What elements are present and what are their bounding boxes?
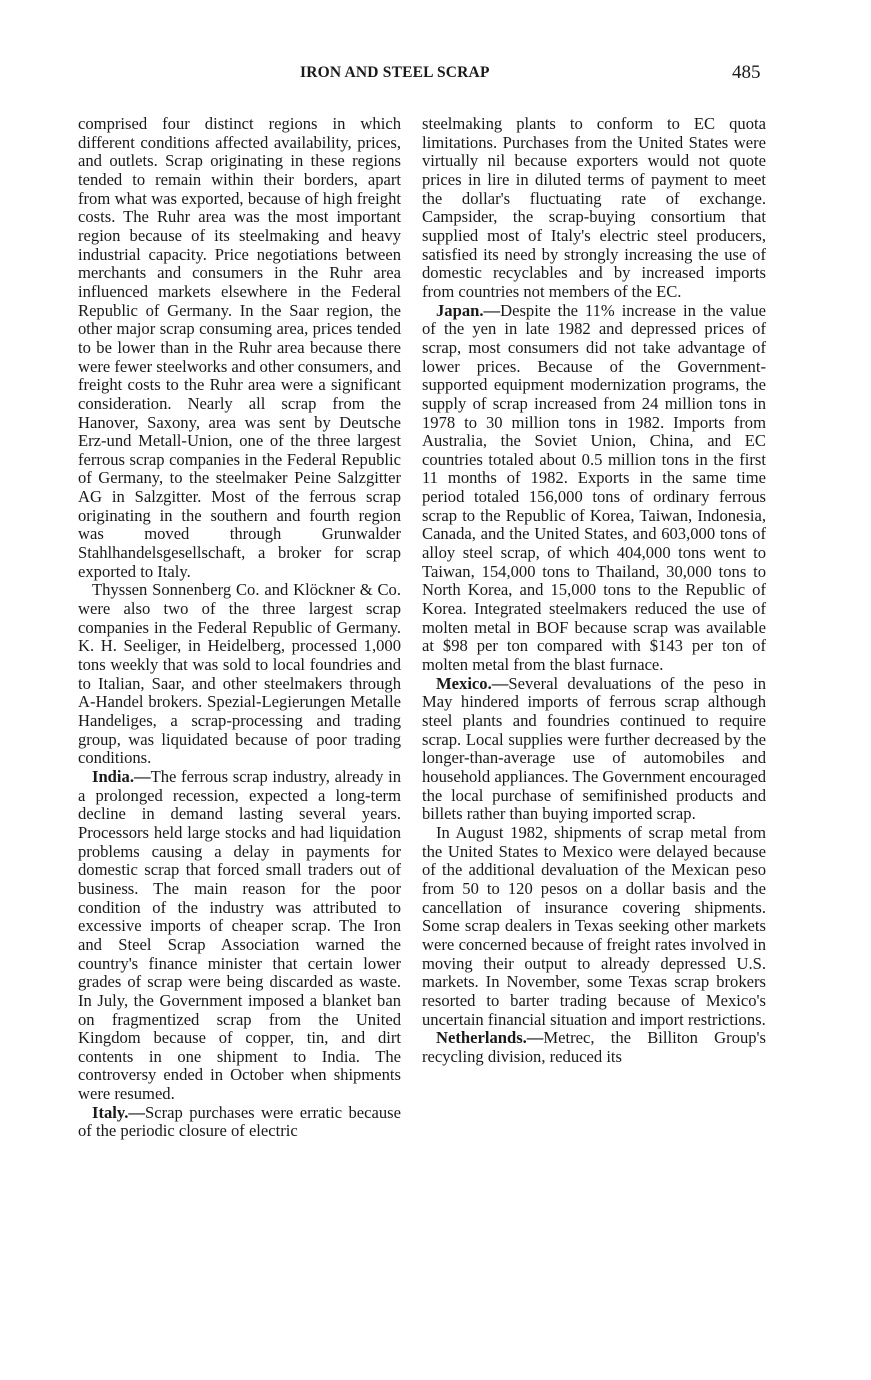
paragraph-india-text: The ferrous scrap industry, already in a prolonged recession, expected a long-term decline in demand lasting several years. Processors held large stocks and had liquidation problems causing a delay in payments for domestic scrap that forced small traders out of business. The main reason for the poor condition of the industry was attributed to excessive imports of cheaper scrap. The Iron and Steel Scrap Association warned the country's finance minister that certain lower grades of scrap were being discarded as waste. In July, the Government imposed a blanket ban on fragmentized scrap from the United Kingdom because of copper, tin, and dirt contents in one shipment to India. The controversy ended in October when shipments were resumed.	[78, 766, 401, 1104]
paragraph-mexico-shipments: In August 1982, shipments of scrap metal from the United States to Mexico were delayed because of the additional devaluation of the Mexican peso from 50 to 120 pesos on a dollar basis and the cancellation of insurance covering shipments. Some scrap dealers in Texas seeking other markets were concerned because of freight rates involved in moving their output to already depressed U.S. markets. In November, some Texas scrap brokers resorted to barter trading because of Mexico's uncertain financial situation and import restrictions.	[422, 822, 766, 1029]
paragraph-india	[78, 768, 401, 1104]
section-heading-netherlands: Netherlands.—	[436, 1028, 544, 1048]
paragraph-japan	[422, 302, 766, 675]
paragraph-italy	[78, 1104, 401, 1141]
paragraph-italy-continued: steelmaking plants to conform to EC quota limitations. Purchases from the United States were virtually nil because exporters would not quote prices in lire in diluted terms of payment to meet the dollar's fluctuating rate of exchange. Campsider, the scrap-buying consortium that supplied most of Italy's electric steel producers, satisfied its need by strongly increasing the use of domestic recyclables and by increased imports from countries not members of the EC.	[422, 114, 766, 301]
paragraph-mexico	[422, 675, 766, 824]
page-number: 485	[732, 62, 761, 83]
paragraph-germany-companies: Thyssen Sonnenberg Co. and Klöckner & Co. were also two of the three largest scrap companies in the Federal Republic of Germany. K. H. Seeliger, in Heidelberg, processed 1,000 tons weekly that was sold to local foundries and to Italian, Saar, and other steelmakers through A-Handel brokers. Spezial-Legierungen Metalle Handeliges, a scrap-processing and trading group, was liquidated because of poor trading conditions.	[78, 580, 401, 768]
section-heading-japan: Japan.—	[436, 300, 501, 320]
section-heading-india: India.—	[92, 766, 151, 786]
right-column	[422, 115, 766, 1066]
section-heading-mexico: Mexico.—	[436, 673, 509, 693]
paragraph-netherlands	[422, 1029, 766, 1066]
paragraph-netherlands-text: Metrec, the Billiton Group's recycling division, reduced its	[422, 1028, 766, 1066]
section-heading-italy: Italy.—	[92, 1102, 146, 1122]
paragraph-germany-regions: comprised four distinct regions in which different conditions affected availability, prices, and outlets. Scrap originating in these regions tended to remain within their borders, apart from what was exported, because of high freight costs. The Ruhr area was the most important region because of its steelmaking and heavy industrial capacity. Price negotiations between merchants and consumers in the Ruhr area influenced markets elsewhere in the Federal Republic of Germany. In the Saar region, the other major scrap consuming area, prices tended to be lower than in the Ruhr area because there were fewer steelworks and other consumers, and freight costs to the Ruhr area were a significant consideration. Nearly all scrap from the Hanover, Saxony, area was sent by Deutsche Erz-und Metall-Union, one of the three largest ferrous scrap companies in the Federal Republic of Germany, to the steelmaker Peine Salzgitter AG in Salzgitter. Most of the ferrous scrap originating in the southern and fourth region was moved through Grunwalder Stahlhandelsgesellschaft, a broker for scrap exported to Italy.	[78, 114, 401, 581]
paragraph-italy-text: Scrap purchases were erratic because of the periodic closure of electric	[78, 1102, 401, 1141]
paragraph-mexico-text: Several devaluations of the peso in May hindered imports of ferrous scrap although steel plants and foundries continued to require scrap. Local supplies were further decreased by the longer-than-average use of automobiles and household appliances. The Government encouraged the local purchase of semifinished products and billets rather than buying imported scrap.	[422, 673, 766, 824]
left-column	[78, 115, 401, 1141]
running-title: IRON AND STEEL SCRAP	[300, 64, 490, 81]
paragraph-japan-text: Despite the 11% increase in the value of the yen in late 1982 and depressed prices of scrap, most consumers did not take advantage of lower prices. Because of the Government-supported equipment modernization programs, the supply of scrap increased from 24 million tons in 1978 to 30 million tons in 1982. Imports from Australia, the Soviet Union, China, and EC countries totaled about 0.5 million tons in the first 11 months of 1982. Exports in the same time period totaled 156,000 tons of ordinary ferrous scrap to the Republic of Korea, Taiwan, Indonesia, Canada, and the United States, and 603,000 tons of alloy steel scrap, of which 404,000 tons went to Taiwan, 154,000 tons to Thailand, 30,000 tons to North Korea, and 15,000 tons to the Republic of Korea. Integrated steelmakers reduced the use of molten metal in BOF because scrap was available at $98 per ton compared with $143 per ton of molten metal from the blast furnace.	[422, 300, 766, 675]
